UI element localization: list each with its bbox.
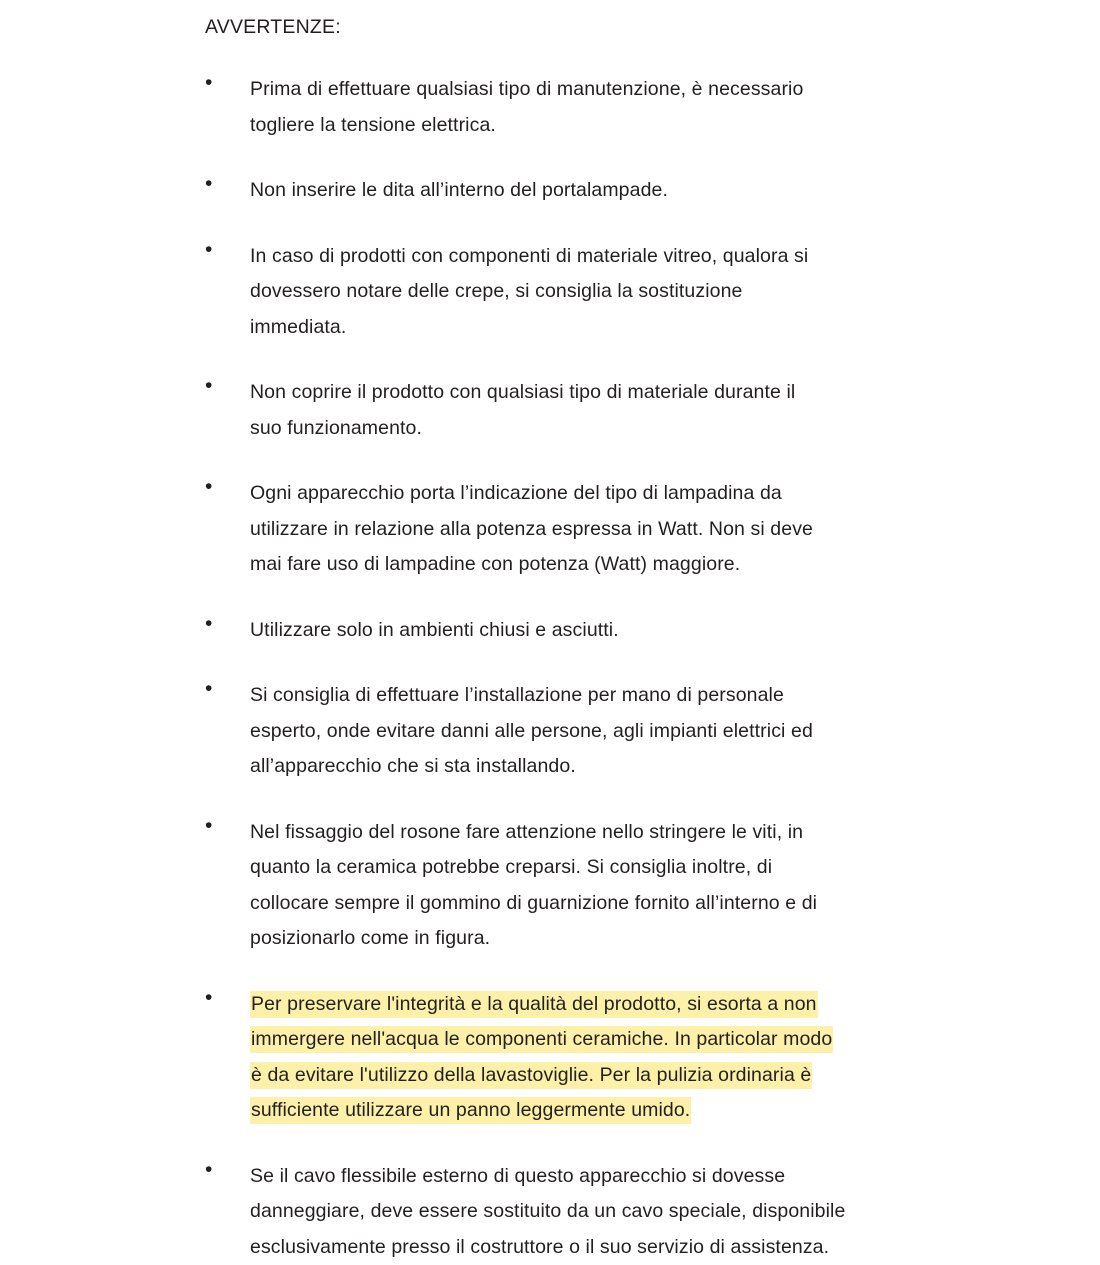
warning-paragraph (250, 72, 1060, 143)
list-item (0, 987, 1100, 1129)
bullet-icon: • (205, 1157, 213, 1181)
warning-line: In caso di prodotti con componenti di materiale vitreo, qualora si (250, 244, 809, 267)
warning-line: utilizzare in relazione alla potenza espressa in Watt. Non si deve (250, 517, 813, 540)
warning-line (250, 1093, 1060, 1129)
warning-line: danneggiare, deve essere sostituito da un cavo speciale, disponibile (250, 1200, 846, 1223)
warning-paragraph (250, 476, 1060, 583)
warning-line: suo funzionamento. (250, 416, 422, 439)
warning-line: Nel fissaggio del rosone fare attenzione nello stringere le viti, in (250, 820, 804, 843)
highlighted-text: è da evitare l'utilizzo della lavastoviglie. Per la pulizia ordinaria è (250, 1062, 812, 1089)
warning-line (250, 1058, 1060, 1094)
bullet-icon: • (205, 172, 213, 196)
highlighted-text: sufficiente utilizzare un panno leggermente umido. (250, 1097, 691, 1124)
bullet-icon: • (205, 237, 213, 261)
bullet-icon: • (205, 677, 213, 701)
list-item (0, 476, 1100, 583)
warning-paragraph (250, 678, 1060, 785)
list-item (0, 239, 1100, 346)
highlighted-text: immergere nell'acqua le componenti ceramiche. In particolar modo (250, 1026, 833, 1053)
warning-line: togliere la tensione elettrica. (250, 113, 496, 136)
page-title: AVVERTENZE: (205, 16, 341, 38)
list-item (0, 1159, 1100, 1265)
warning-line: posizionarlo come in figura. (250, 927, 491, 950)
warnings-list (0, 72, 1100, 1265)
list-item (0, 72, 1100, 143)
warning-line: Prima di effettuare qualsiasi tipo di manutenzione, è necessario (250, 78, 804, 101)
warning-line (250, 1022, 1060, 1058)
warning-line: Ogni apparecchio porta l’indicazione del tipo di lampadina da (250, 482, 782, 505)
warning-line: esclusivamente presso il costruttore o il suo servizio di assistenza. (250, 1235, 830, 1258)
warning-line: dovessero notare delle crepe, si consiglia la sostituzione (250, 280, 743, 303)
bullet-icon: • (205, 475, 213, 499)
warning-paragraph (250, 239, 1060, 346)
warning-line: esperto, onde evitare danni alle persone, agli impianti elettrici ed (250, 719, 813, 742)
warning-paragraph (250, 815, 1060, 957)
warning-paragraph (250, 1159, 1060, 1265)
warning-line: Utilizzare solo in ambienti chiusi e asciutti. (250, 618, 619, 641)
warning-line: Se il cavo flessibile esterno di questo apparecchio si dovesse (250, 1164, 786, 1187)
bullet-icon: • (205, 813, 213, 837)
warning-line: Si consiglia di effettuare l’installazione per mano di personale (250, 684, 784, 707)
warning-line (250, 987, 1060, 1023)
list-item (0, 678, 1100, 785)
bullet-icon: • (205, 611, 213, 635)
warning-paragraph (250, 987, 1060, 1129)
bullet-icon: • (205, 374, 213, 398)
bullet-icon: • (205, 985, 213, 1009)
warning-line: Non coprire il prodotto con qualsiasi tipo di materiale durante il (250, 381, 796, 404)
list-item (0, 613, 1100, 649)
list-item (0, 173, 1100, 209)
warning-paragraph (250, 173, 1060, 209)
warning-paragraph (250, 375, 1060, 446)
list-item (0, 375, 1100, 446)
warning-line: all’apparecchio che si sta installando. (250, 755, 576, 778)
warning-line: collocare sempre il gommino di guarnizione fornito all’interno e di (250, 891, 818, 914)
list-item (0, 815, 1100, 957)
highlighted-text: Per preservare l'integrità e la qualità del prodotto, si esorta a non (250, 991, 818, 1018)
warning-line: mai fare uso di lampadine con potenza (Watt) maggiore. (250, 553, 741, 576)
warning-line: immediata. (250, 315, 347, 338)
warning-paragraph (250, 613, 1060, 649)
warning-line: quanto la ceramica potrebbe creparsi. Si consiglia inoltre, di (250, 856, 773, 879)
bullet-icon: • (205, 71, 213, 95)
warning-line: Non inserire le dita all’interno del portalampade. (250, 179, 668, 202)
